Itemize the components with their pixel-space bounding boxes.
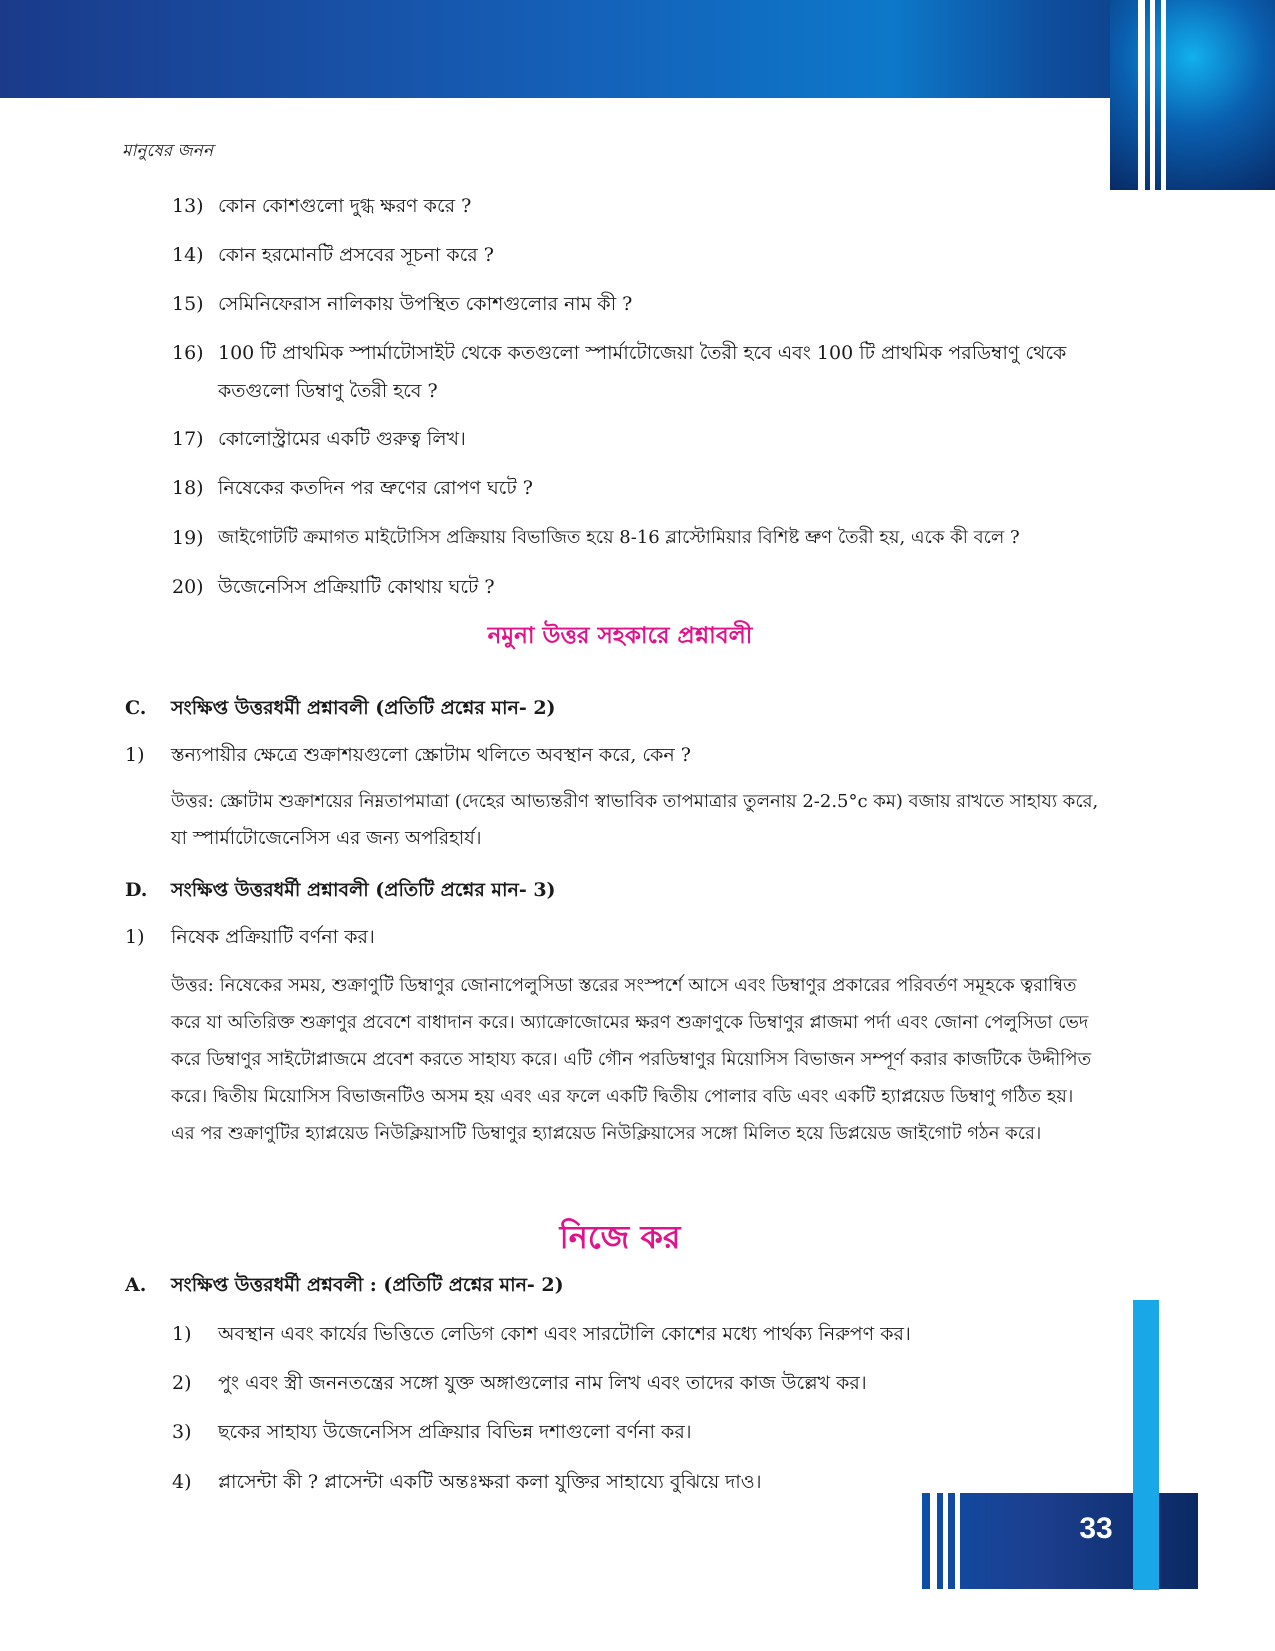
question-text: পুং এবং স্ত্রী জননতন্ত্রের সঙ্গো যুক্ত অঙ্গাগুলোর নাম লিখ এবং তাদের কাজ উল্লেখ কর। (218, 1372, 867, 1394)
answer-line: উত্তর: স্ক্রোটাম শুক্রাশয়ের নিম্নতাপমাত্রা (দেহের আভ্যন্তরীণ স্বাভাবিক তাপমাত্রার তুলনায় 2-2.5°c কম) বজায় রাখতে সাহায্য করে, (171, 791, 1099, 812)
answer-line: এর পর শুক্রাণুটির হ্যাপ্লয়েড নিউক্লিয়াসটি ডিম্বাণুর হ্যাপ্লয়েড নিউক্লিয়াসের সঙ্গো মিলিত হয়ে ডিপ্লয়েড জাইগোট গঠন করে। (171, 1123, 1042, 1144)
section-title: সংক্ষিপ্ত উত্তরধর্মী প্রশ্নাবলী (প্রতিটি প্রশ্নের মান- 3) (171, 879, 556, 901)
question-number: 15) (172, 293, 204, 315)
banner-stripe (1138, 0, 1145, 190)
question-number: 3) (172, 1421, 192, 1443)
question-text: সেমিনিফেরাস নালিকায় উপস্থিত কোশগুলোর নাম কী ? (218, 293, 633, 315)
question-number: 1) (125, 926, 145, 948)
section-letter: D. (125, 879, 148, 901)
top-banner (0, 0, 1275, 98)
chapter-header: মানুষের জনন (122, 141, 213, 161)
question-number: 20) (172, 576, 204, 598)
section-c-heading (125, 694, 556, 726)
question-text: কোলোস্ট্রামের একটি গুরুত্ব লিখ। (218, 428, 466, 450)
question-number: 1) (125, 744, 145, 766)
question-text: নিষেক প্রক্রিয়াটি বর্ণনা কর। (171, 926, 375, 948)
question-text: কোন হরমোনটি প্রসবের সূচনা করে ? (218, 244, 494, 266)
answer-line: উত্তর: নিষেকের সময়, শুক্রাণুটি ডিম্বাণুর জোনাপেলুসিডা স্তরের সংস্পর্শে আসে এবং ডিম্বাণুর প্রকারের পরিবর্তণ সমূহকে ত্বরান্বিত (171, 975, 1077, 996)
footer-stripe (943, 1493, 948, 1589)
banner-stripe (1161, 0, 1166, 190)
question-number: 14) (172, 244, 204, 266)
question-number: 13) (172, 195, 204, 217)
question-text: ছকের সাহায্য উজেনেসিস প্রক্রিয়ার বিভিন্ন দশাগুলো বর্ণনা কর। (218, 1421, 692, 1443)
section-c-answer (171, 783, 1116, 857)
section-a-heading (125, 1271, 564, 1303)
top-right-glow-block (1110, 0, 1275, 190)
question-text: অবস্থান এবং কার্যের ভিত্তিতে লেডিগ কোশ এবং সারটোলি কোশের মধ্যে পার্থক্য নিরুপণ কর। (218, 1323, 911, 1345)
footer-accent-bar (1133, 1300, 1159, 1590)
question-text: উজেনেসিস প্রক্রিয়াটি কোথায় ঘটে ? (218, 576, 495, 598)
section-d-answer (171, 967, 1121, 1152)
section-letter: C. (125, 697, 147, 719)
question-number: 16) (172, 342, 204, 364)
answer-line: করে ডিম্বাণুর সাইটোপ্লাজমে প্রবেশ করতে সাহায্য করে। এটি গৌন পরডিম্বাণুর মিয়োসিস বিভাজন সম্পূর্ণ করার কাজটিকে উদ্দীপিত (171, 1049, 1092, 1070)
question-text: জাইগোটটি ক্রমাগত মাইটোসিস প্রক্রিয়ায় বিভাজিত হয়ে 8-16 ব্লাস্টোমিয়ার বিশিষ্ট ভ্রুণ তৈরী হয়, একে কী বলে ? (218, 527, 1020, 548)
question-number: 4) (172, 1471, 192, 1493)
question-number: 18) (172, 477, 204, 499)
section-title: সংক্ষিপ্ত উত্তরধর্মী প্রশ্নবলী : (প্রতিটি প্রশ্নের মান- 2) (171, 1274, 564, 1296)
answer-line: যা স্পার্মাটোজেনেসিস এর জন্য অপরিহার্য। (171, 828, 482, 849)
section-letter: A. (125, 1274, 147, 1296)
banner-stripe (1150, 0, 1155, 190)
answer-line: করে। দ্বিতীয় মিয়োসিস বিভাজনটিও অসম হয় এবং এর ফলে একটি দ্বিতীয় পোলার বডি এবং একটি হ্যাপ্লয়েড ডিম্বাণু গঠিত হয়। (171, 1086, 1074, 1107)
section-title: সংক্ষিপ্ত উত্তরধর্মী প্রশ্নাবলী (প্রতিটি প্রশ্নের মান- 2) (171, 697, 556, 719)
sample-answers-heading: নমুনা উত্তর সহকারে প্রশ্নাবলী (487, 622, 753, 649)
do-yourself-heading: নিজে কর (559, 1218, 681, 1256)
question-number: 19) (172, 527, 204, 549)
footer-stripe (930, 1493, 937, 1589)
question-text: নিষেকের কতদিন পর ভ্রুণের রোপণ ঘটে ? (218, 477, 533, 499)
question-text: প্লাসেন্টা কী ? প্লাসেন্টা একটি অন্তঃক্ষরা কলা যুক্তির সাহায্যে বুঝিয়ে দাও। (218, 1471, 762, 1493)
question-number: 2) (172, 1372, 192, 1394)
answer-line: করে যা অতিরিক্ত শুক্রাণুর প্রবেশে বাধাদান করে। অ্যাক্রোজোমের ক্ষরণ শুক্রাণুকে ডিম্বাণুর প্লাজমা পর্দা এবং জোনা পেলুসিডা ভেদ (171, 1012, 1089, 1033)
question-text: কোন কোশগুলো দুগ্ধ ক্ষরণ করে ? (218, 195, 472, 217)
section-d-heading (125, 876, 556, 908)
question-text-continued: কতগুলো ডিম্বাণু তৈরী হবে ? (218, 380, 438, 402)
footer-stripe (955, 1493, 960, 1589)
question-number: 17) (172, 428, 204, 450)
page-number: 33 (1079, 1512, 1113, 1545)
question-text: স্তন্যপায়ীর ক্ষেত্রে শুক্রাশয়গুলো স্ক্রোটাম থলিতে অবস্থান করে, কেন ? (171, 744, 691, 766)
question-text: 100 টি প্রাথমিক স্পার্মাটোসাইট থেকে কতগুলো স্পার্মাটোজেয়া তৈরী হবে এবং 100 টি প্রাথমিক পরডিম্বাণু থেকে (218, 342, 1067, 364)
question-number: 1) (172, 1323, 192, 1345)
